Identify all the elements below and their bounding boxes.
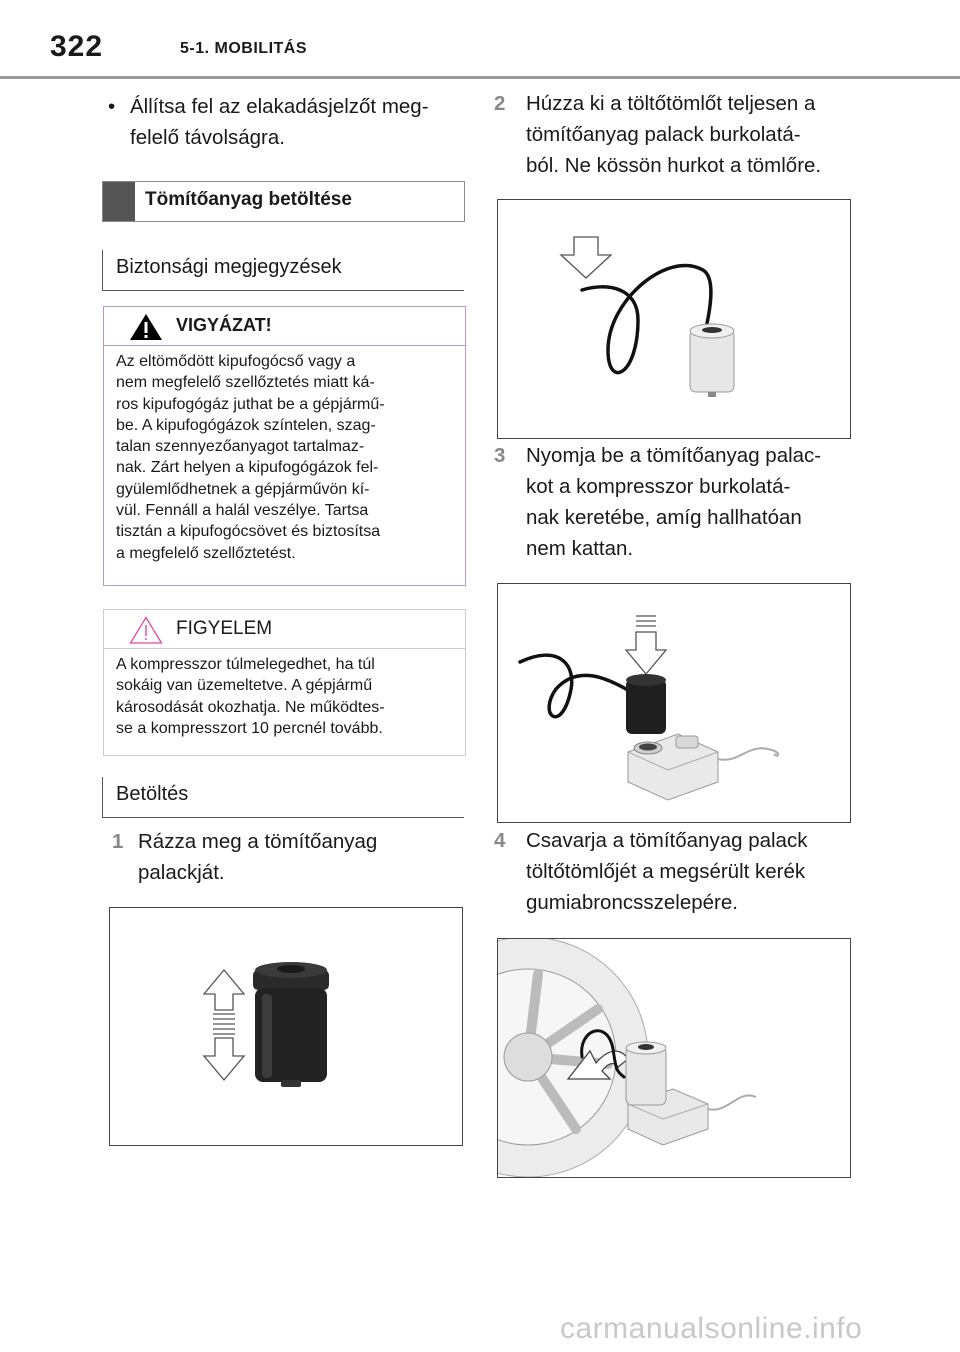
step-line: Húzza ki a töltőtömlőt teljesen a (526, 92, 816, 115)
sealant-bottle-graphic (626, 674, 666, 734)
header-divider (0, 76, 960, 79)
sealant-bottle-graphic (626, 1042, 666, 1105)
step-number: 3 (494, 444, 506, 467)
section-title: 5-1. MOBILITÁS (180, 40, 308, 57)
notice-line: se a kompresszort 10 percnél tovább. (116, 719, 383, 737)
figure-connect-valve (497, 938, 851, 1178)
pull-hose-illustration (498, 200, 850, 438)
up-down-arrow-icon (204, 970, 244, 1080)
sealant-bottle-graphic (690, 324, 734, 397)
step-number: 4 (494, 829, 506, 852)
fill-subheading (102, 777, 464, 818)
bullet-line: Állítsa fel az elakadásjelzőt meg- (130, 95, 429, 118)
warning-line: tisztán a kipufogócsövet és biztosítsa (116, 523, 381, 541)
warning-header (104, 307, 465, 346)
step-2 (494, 88, 864, 181)
watermark: carmanualsonline.info (560, 1312, 863, 1345)
notice-line: sokáig van üzemeltetve. A gépjármű (116, 677, 373, 695)
down-arrow-icon (626, 616, 666, 674)
bullet-symbol: • (108, 95, 116, 118)
safety-subheading-text: Biztonsági megjegyzések (116, 256, 342, 278)
step-line: gumiabroncsszelepére. (526, 891, 738, 914)
warning-line: ros kipufogógáz juthat be a gépjármű- (116, 395, 385, 413)
hose-graphic (520, 655, 626, 717)
step-number: 2 (494, 92, 506, 115)
bullet-line: felelő távolságra. (130, 126, 285, 149)
warning-line: gyülemlődhetnek a gépjárművön kí- (116, 480, 370, 498)
step-line: kot a kompresszor burkolatá- (526, 475, 791, 498)
section-heading-box (102, 181, 465, 222)
step-line: palackját. (138, 861, 225, 884)
figure-insert-bottle (497, 583, 851, 823)
shake-bottle-illustration (110, 908, 462, 1145)
notice-header (104, 610, 465, 649)
step-4 (494, 825, 864, 918)
page-number: 322 (50, 30, 104, 63)
step-line: ból. Ne kössön hurkot a tömlőre. (526, 154, 822, 177)
notice-line: A kompresszor túlmelegedhet, ha túl (116, 656, 375, 673)
warning-triangle-icon (129, 313, 163, 341)
step-line: töltőtömlőjét a megsérült kerék (526, 860, 806, 883)
warning-line: Az eltömődött kipufogócső vagy a (116, 353, 356, 370)
warning-box (103, 306, 466, 586)
step-3 (494, 440, 864, 564)
step-1 (112, 826, 472, 888)
step-number: 1 (112, 830, 124, 853)
warning-title: VIGYÁZAT! (176, 315, 272, 335)
warning-line: talan szennyezőanyagot tartalmaz- (116, 438, 365, 456)
warning-text (116, 351, 456, 564)
step-line: tömítőanyag palack burkolatá- (526, 123, 801, 146)
fill-subheading-text: Betöltés (116, 783, 189, 805)
notice-line: károsodását okozhatja. Ne működtes- (116, 698, 385, 716)
insert-bottle-illustration (498, 584, 850, 822)
warning-line: a megfelelő szellőztetést. (116, 544, 296, 562)
step-line: Csavarja a tömítőanyag palack (526, 829, 808, 852)
warning-line: nak. Zárt helyen a kipufogógázok fel- (116, 459, 379, 477)
down-arrow-icon (561, 237, 611, 278)
figure-pull-hose (497, 199, 851, 439)
notice-title: FIGYELEM (176, 618, 273, 639)
warning-line: vül. Fennáll a halál veszélye. Tartsa (116, 502, 369, 520)
safety-subheading (102, 250, 464, 291)
compressor-graphic (628, 734, 778, 800)
step-line: nak keretébe, amíg hallhatóan (526, 506, 802, 529)
section-heading: Tömítőanyag betöltése (145, 189, 352, 210)
heading-bar (103, 182, 135, 221)
connect-valve-illustration (498, 939, 850, 1177)
caution-triangle-icon (129, 616, 163, 644)
step-line: Nyomja be a tömítőanyag palac- (526, 444, 822, 467)
bullet-item (108, 91, 468, 153)
warning-line: nem megfelelő szellőztetés miatt ká- (116, 374, 375, 392)
notice-box (103, 609, 466, 756)
notice-text (116, 654, 456, 739)
step-line: Rázza meg a tömítőanyag (138, 830, 378, 853)
step-line: nem kattan. (526, 537, 634, 560)
figure-shake-bottle (109, 907, 463, 1146)
warning-line: be. A kipufogógázok színtelen, szag- (116, 416, 376, 434)
sealant-bottle-graphic (253, 962, 329, 1087)
